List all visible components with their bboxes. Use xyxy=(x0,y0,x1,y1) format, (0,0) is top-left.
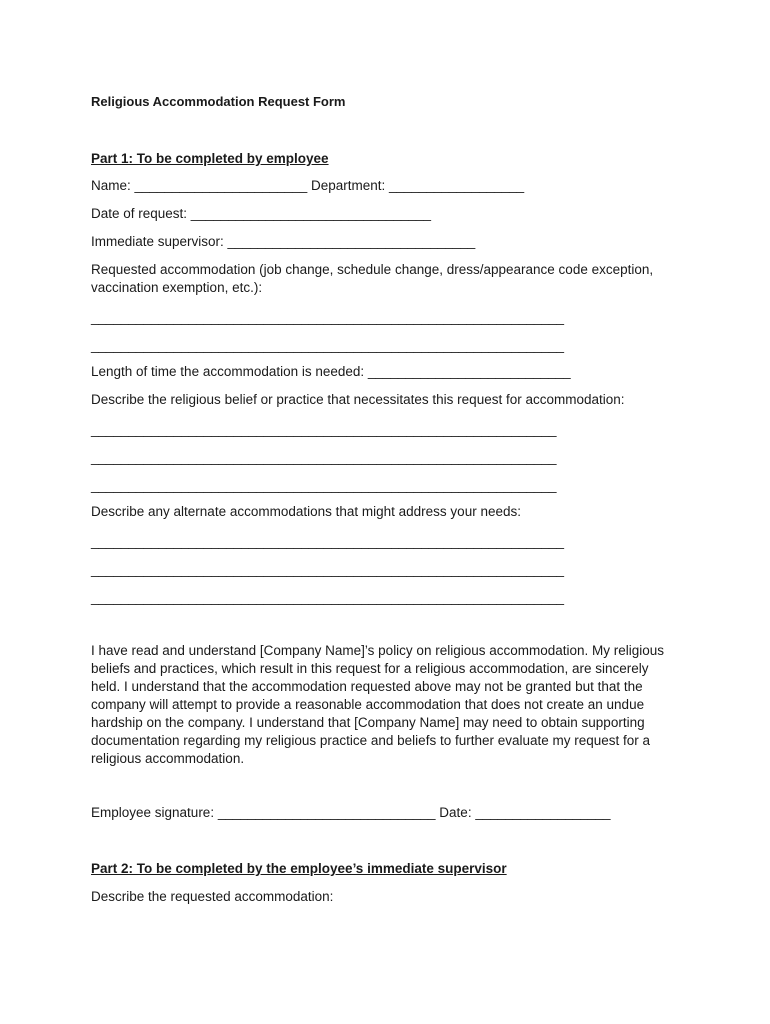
requested-accommodation-blank-1: _______________________________________________________________ xyxy=(91,310,565,325)
form-title: Religious Accommodation Request Form xyxy=(91,94,346,109)
immediate-supervisor-field: Immediate supervisor: _________________________________ xyxy=(91,234,476,249)
name-department-field: Name: _______________________ Department: __________________ xyxy=(91,178,525,193)
alternates-blank-1: _______________________________________________________________ xyxy=(91,534,565,549)
statement-line: I have read and understand [Company Name]’s policy on religious accommodation. My religious xyxy=(91,643,665,658)
part1-heading: Part 1: To be completed by employee xyxy=(91,151,329,166)
alternates-blank-2: _______________________________________________________________ xyxy=(91,562,565,577)
statement-line: religious accommodation. xyxy=(91,751,245,766)
employee-statement-paragraph xyxy=(91,642,691,768)
statement-line: company will attempt to provide a reasonable accommodation that does not create an undue xyxy=(91,697,645,712)
part2-heading: Part 2: To be completed by the employee’s immediate supervisor xyxy=(91,861,507,876)
belief-blank-3: ______________________________________________________________ xyxy=(91,478,557,493)
length-of-time-field: Length of time the accommodation is needed: ___________________________ xyxy=(91,364,571,379)
statement-line: beliefs and practices, which result in this request for a religious accommodation, are sincerely xyxy=(91,661,649,676)
alternates-blank-3: _______________________________________________________________ xyxy=(91,590,565,605)
describe-belief-prompt: Describe the religious belief or practice that necessitates this request for accommodation: xyxy=(91,392,625,407)
describe-alternates-prompt: Describe any alternate accommodations that might address your needs: xyxy=(91,504,521,519)
belief-blank-1: ______________________________________________________________ xyxy=(91,422,557,437)
statement-line: documentation regarding my religious practice and beliefs to further evaluate my request for a xyxy=(91,733,651,748)
belief-blank-2: ______________________________________________________________ xyxy=(91,450,557,465)
requested-accommodation-prompt-line2: vaccination exemption, etc.): xyxy=(91,280,263,295)
statement-line: hardship on the company. I understand that [Company Name] may need to obtain supporting xyxy=(91,715,645,730)
requested-accommodation-prompt-line1: Requested accommodation (job change, schedule change, dress/appearance code exception, xyxy=(91,262,654,277)
statement-line: held. I understand that the accommodation requested above may not be granted but that the xyxy=(91,679,643,694)
requested-accommodation-blank-2: _______________________________________________________________ xyxy=(91,338,565,353)
date-of-request-field: Date of request: ________________________________ xyxy=(91,206,432,221)
employee-signature-date-field: Employee signature: _____________________________ Date: __________________ xyxy=(91,805,611,820)
describe-requested-prompt: Describe the requested accommodation: xyxy=(91,889,334,904)
